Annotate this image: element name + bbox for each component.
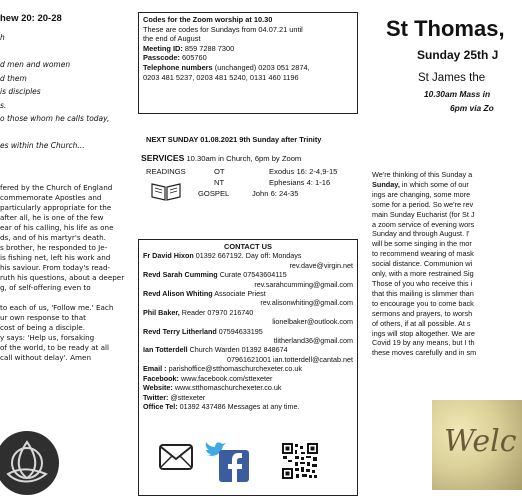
letter-line: social distance. Communion wi <box>372 259 473 269</box>
reflection-line <box>0 293 124 303</box>
letter-line: to encourage you to come back <box>372 298 474 308</box>
contact-name: Website: <box>143 383 173 393</box>
letter-line: ings are changing, some more <box>372 189 471 199</box>
contact-detail: @sttexeter <box>170 392 206 402</box>
contact-row <box>143 336 353 345</box>
triquetra-logo-icon <box>0 430 60 496</box>
contact-row <box>143 393 353 402</box>
contact-detail: Associate Priest <box>214 289 266 299</box>
reflection-line: ds, and of his martyr's death. <box>0 233 106 242</box>
facebook-icon <box>219 450 249 482</box>
contact-row <box>143 374 353 383</box>
contact-name: Facebook: <box>143 373 179 383</box>
letter-line: of others, if at all possible. At s <box>372 318 471 328</box>
passcode-label: Passcode: <box>143 53 180 63</box>
zoom-codes-heading: Codes for the Zoom worship at 10.30 <box>143 15 273 24</box>
contact-name: Revd Alison Whiting <box>143 289 213 299</box>
right-column <box>362 0 517 500</box>
email-icon <box>157 442 195 474</box>
contact-name: Fr David Hixon <box>143 251 194 261</box>
letter-line: Covid 19 by any means, but I th <box>372 338 475 348</box>
letter-line: main Sunday Eucharist (for St J <box>372 209 475 219</box>
contact-row <box>143 402 353 411</box>
reflection-line: particularly appropriate for the <box>0 203 112 212</box>
collect-line: is disciples <box>0 87 41 96</box>
passcode-value: 605760 <box>182 53 207 63</box>
phone-numbers: (unchanged) 0203 051 2874, <box>214 62 310 72</box>
letter-line: sermons and prayers, to worsh <box>372 308 473 318</box>
reflection-line: y says: 'Help us, forsaking <box>0 333 95 342</box>
service-time-1: 10.30am Mass in <box>424 89 491 99</box>
page-title: St Thomas, <box>386 16 505 41</box>
letter-line: Those of you who receive this i <box>372 278 473 288</box>
contact-list <box>143 251 353 411</box>
contact-detail: Reader 07970 216740 <box>181 307 254 317</box>
contact-name: Revd Terry Litherland <box>143 326 217 336</box>
readings-label: READINGS <box>146 167 186 176</box>
welcome-text: Welc <box>444 424 517 459</box>
reflection-line: ur own response to that <box>0 313 86 322</box>
middle-column <box>138 0 360 500</box>
reflection-line: his saviour. From today's read- <box>0 263 111 272</box>
reflection-line: g, of self-offering even to <box>0 283 91 292</box>
letter-line: ings will stop altogether. We are <box>372 328 475 338</box>
next-sunday: NEXT SUNDAY 01.08.2021 9th Sunday after Trinity <box>146 135 322 144</box>
letter-line: will be some singing in the mor <box>372 239 472 249</box>
service-time-2: 6pm via Zo <box>450 103 494 113</box>
reflection-line: ruth his questions, about a deeper <box>0 273 125 282</box>
reflection-line: call without delay'. Amen <box>0 353 92 362</box>
contact-detail: Curate 07543604115 <box>219 270 287 280</box>
reflection-line: ear of his calling, his life as one <box>0 223 114 232</box>
services-line <box>141 153 301 163</box>
collect-line: d men and women <box>0 60 71 69</box>
contact-row <box>143 345 353 354</box>
contact-detail: lionelbaker@outlook.com <box>272 317 353 327</box>
contact-detail: rev.dave@virgin.net <box>289 260 353 270</box>
contact-row <box>143 261 353 270</box>
contact-detail: rev.sarahcumming@gmail.com <box>254 279 353 289</box>
gospel-heading: hew 20: 20-28 <box>0 13 62 24</box>
contact-row <box>143 355 353 364</box>
zoom-intro-2: the end of August <box>143 34 201 44</box>
letter-line: these moves carefully and in sm <box>372 348 477 358</box>
contact-row <box>143 251 353 260</box>
reading-ot-ref: Exodus 16: 2-4,9-15 <box>269 167 338 176</box>
contact-detail: 07594633195 <box>218 326 263 336</box>
contact-name: Revd Sarah Cumming <box>143 270 218 280</box>
contact-name: Email : <box>143 364 167 374</box>
zoom-intro-1: These are codes for Sundays from 04.07.21 until <box>143 24 303 34</box>
letter-line: a zoom service of evening wors <box>372 219 475 229</box>
meeting-id-value: 859 7288 7300 <box>184 43 235 53</box>
contact-row <box>143 308 353 317</box>
contact-box <box>138 239 358 496</box>
reflection-line: of the world, to be ready at all <box>0 343 110 352</box>
bible-icon <box>150 180 182 202</box>
contact-detail: 01392 437486 Messages at any time. <box>179 401 300 411</box>
reflection-line: after all, he is one of the few <box>0 213 104 222</box>
collect-line: s. <box>0 100 7 110</box>
reflection-line: cost of being a disciple. <box>0 323 86 332</box>
contact-row <box>143 289 353 298</box>
contact-detail: www.stthomaschurchexeter.co.uk <box>174 383 282 393</box>
contact-name: Twitter: <box>143 392 169 402</box>
contact-detail: parishoffice@stthomaschurchexeter.co.uk <box>168 364 302 374</box>
contact-detail: Church Warden 01392 848674 <box>189 345 288 355</box>
letter-line: Sunday and through August. I' <box>372 229 470 239</box>
reflection-line: commemorate Apostles and <box>0 193 102 202</box>
contact-detail: 01392 667192. Day off: Mondays <box>195 251 302 261</box>
contact-icons-row <box>139 436 355 494</box>
reflection-line: s brother, he responded to Je- <box>0 243 108 252</box>
reading-nt-ref: Ephesians 4: 1-16 <box>269 178 331 187</box>
phone-label: Telephone numbers <box>143 62 213 72</box>
reflection-line: is fishing net, left his work and <box>0 253 111 262</box>
contact-detail: tlitherland36@gmail.com <box>273 336 353 346</box>
letter-line: to recommend wearing of mask <box>372 249 474 259</box>
left-column <box>0 0 132 500</box>
collect-line <box>0 126 109 140</box>
collect-line <box>0 45 109 59</box>
reading-gospel-book: GOSPEL <box>198 189 230 198</box>
reflection-line: to each of us, 'Follow me.' Each <box>0 303 114 312</box>
contact-detail: rev.alisonwhiting@gmail.com <box>260 298 353 308</box>
contact-row <box>143 280 353 289</box>
zoom-codes-box <box>138 12 358 114</box>
welcome-letter <box>372 170 476 358</box>
contact-name: Ian Totterdell <box>143 345 188 355</box>
contact-detail: www.facebook.com/sttexeter <box>180 373 273 383</box>
contact-name: Office Tel: <box>143 401 178 411</box>
contact-row <box>143 317 353 326</box>
collect-line: d them <box>0 73 27 83</box>
reflection-text <box>0 183 124 363</box>
contact-detail: 07961621001 ian.totterdell@cantab.net <box>227 354 353 364</box>
phone-numbers-more: 0203 481 5237, 0203 481 5240, 0131 460 1196 <box>143 72 299 82</box>
sunday-date: Sunday 25th J <box>417 48 499 62</box>
collect-line: h <box>0 33 5 42</box>
feast-name: St James the <box>418 72 486 84</box>
services-text: 10.30am in Church, 6pm by Zoom <box>186 154 302 163</box>
reading-ot-book: OT <box>214 167 225 176</box>
contact-row <box>143 364 353 373</box>
reading-gospel-ref: John 6: 24-35 <box>252 189 299 198</box>
meeting-id-label: Meeting ID: <box>143 43 183 53</box>
contact-heading: CONTACT US <box>224 242 272 251</box>
letter-line: Sunday, in which some of our <box>372 179 469 189</box>
contact-row <box>143 383 353 392</box>
collect-line: es within the Church... <box>0 141 85 150</box>
contact-row <box>143 298 353 307</box>
reading-nt-book: NT <box>214 178 225 187</box>
letter-line: that this mailing is slimmer than <box>372 288 474 298</box>
contact-row <box>143 270 353 279</box>
contact-name: Phil Baker, <box>143 307 180 317</box>
letter-line: some for a period. So we're rev <box>372 199 474 209</box>
collect-text <box>0 31 109 153</box>
reflection-line: fered by the Church of England <box>0 183 113 192</box>
letter-line: We're thinking of this Sunday a <box>372 170 473 179</box>
services-label: SERVICES <box>141 153 185 163</box>
letter-line: only, with a more restrained Sig <box>372 269 474 279</box>
contact-row <box>143 327 353 336</box>
collect-line: o those whom he calls today, <box>0 114 110 123</box>
qr-code-icon <box>281 442 319 480</box>
welcome-image <box>432 400 522 490</box>
